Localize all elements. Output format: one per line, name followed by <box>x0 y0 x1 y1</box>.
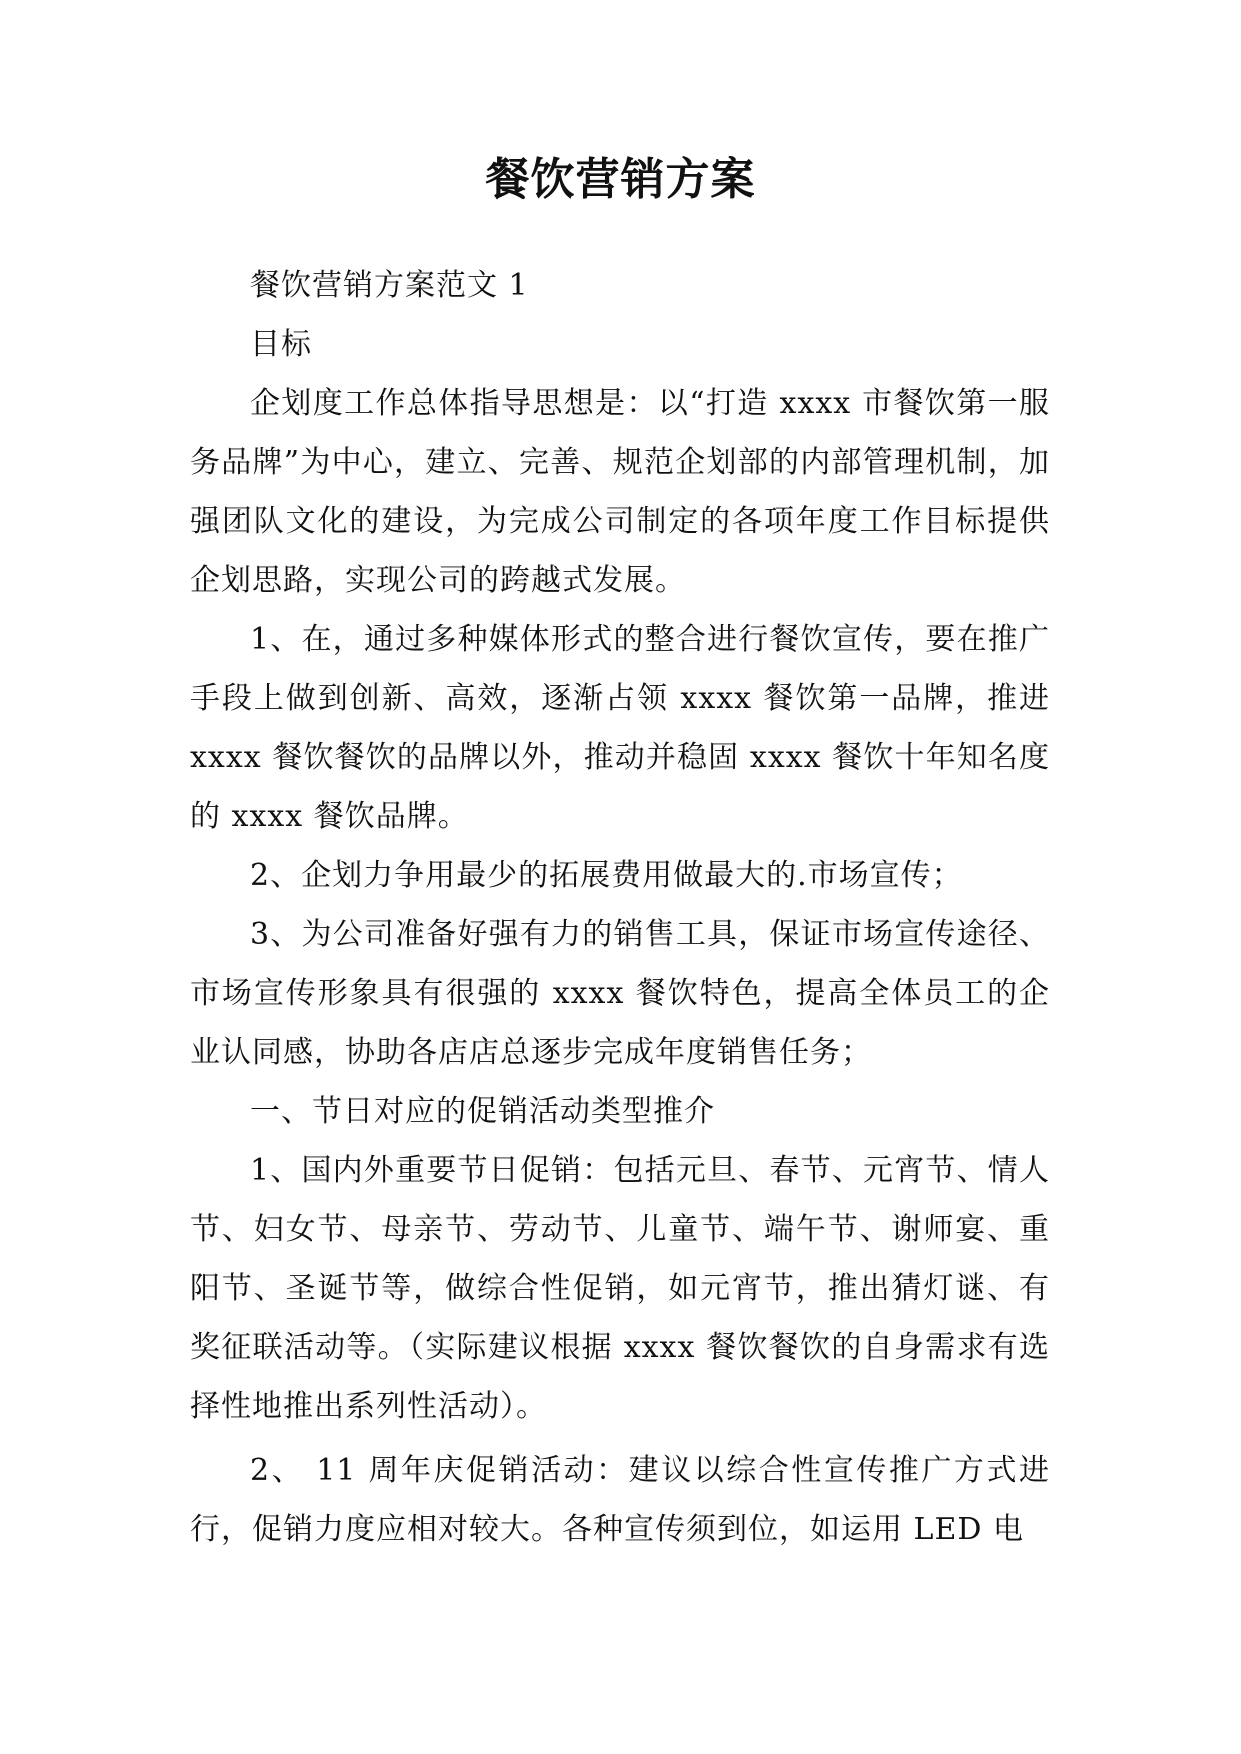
paragraph: 1、国内外重要节日促销：包括元旦、春节、元宵节、情人节、妇女节、母亲节、劳动节、儿童节、端午节、谢师宴、重阳节、圣诞节等，做综合性促销，如元宵节，推出猜灯谜、有奖征联活动等。（实际建议根据 xxxx 餐饮餐饮的自身需求有选择性地推出系列性活动）。 <box>190 1153 1050 1424</box>
paragraph: 3、为公司准备好强有力的销售工具，保证市场宣传途径、市场宣传形象具有很强的 xxxx 餐饮特色，提高全体员工的企业认同感，协助各店店总逐步完成年度销售任务； <box>190 917 1050 1070</box>
paragraph: 1、在，通过多种媒体形式的整合进行餐饮宣传，要在推广手段上做到创新、高效，逐渐占领 xxxx 餐饮第一品牌，推进 xxxx 餐饮餐饮的品牌以外，推动并稳固 xxxx 餐饮十年知名度的 xxxx 餐饮品牌。 <box>190 622 1050 834</box>
paragraph: 2、 11 周年庆促销活动：建议以综合性宣传推广方式进行，促销力度应相对较大。各种宣传须到位，如运用 LED 电 <box>190 1453 1050 1547</box>
document-body <box>190 256 1050 1559</box>
paragraph-subtitle: 餐饮营销方案范文 1 <box>250 268 529 303</box>
paragraph: 企划度工作总体指导思想是：以“打造 xxxx 市餐饮第一服务品牌”为中心，建立、完善、规范企划部的内部管理机制，加强团队文化的建设，为完成公司制定的各项年度工作目标提供企划思路，实现公司的跨越式发展。 <box>190 386 1050 598</box>
paragraph-heading: 一、节日对应的促销活动类型推介 <box>250 1094 715 1129</box>
paragraph: 2、企划力争用最少的拓展费用做最大的.市场宣传； <box>250 858 963 893</box>
document-title: 餐饮营销方案 <box>485 154 756 205</box>
paragraph-heading-goal: 目标 <box>250 327 312 362</box>
